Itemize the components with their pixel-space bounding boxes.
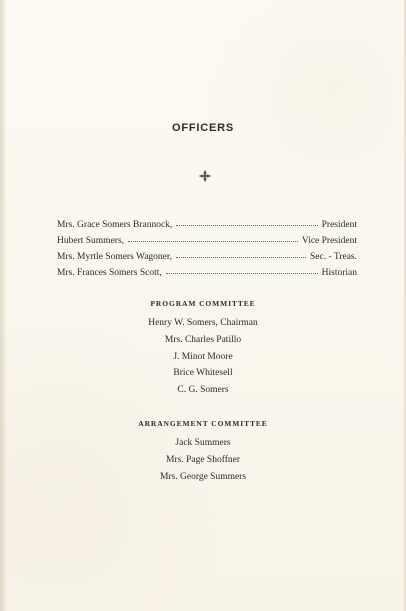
officer-row <box>57 234 357 247</box>
dotted-leader <box>128 241 298 242</box>
dotted-leader <box>176 257 306 258</box>
program-committee-member: C. G. Somers <box>177 385 229 395</box>
program-committee-member: J. Minot Moore <box>173 352 233 362</box>
officer-row <box>57 250 357 263</box>
officer-row <box>57 266 357 279</box>
officer-role: Sec. - Treas. <box>310 251 357 262</box>
officer-role: Historian <box>321 267 357 278</box>
arrangement-committee-member: Mrs. Page Shoffner <box>166 455 240 465</box>
page-title: OFFICERS <box>171 122 234 134</box>
program-committee-member: Mrs. Charles Patillo <box>164 335 242 345</box>
program-committee-heading: PROGRAM COMMITTEE <box>150 299 256 308</box>
program-committee-member: Henry W. Somers, Chairman <box>148 318 258 328</box>
fleur-ornament-icon <box>198 169 212 183</box>
officer-name: Mrs. Frances Somers Scott, <box>57 267 162 278</box>
officer-role: Vice President <box>301 235 357 246</box>
dotted-leader <box>166 273 318 274</box>
officer-name: Hubert Summers, <box>57 235 125 246</box>
officer-name: Mrs. Grace Somers Brannock, <box>57 219 173 230</box>
arrangement-committee-member: Mrs. George Summers <box>159 472 247 482</box>
program-committee-member: Brice Whitesell <box>173 368 233 378</box>
arrangement-committee-heading: ARRANGEMENT COMMITTEE <box>138 419 268 428</box>
dotted-leader <box>176 225 317 226</box>
arrangement-committee-member: Jack Summers <box>175 438 231 448</box>
officer-row <box>57 218 357 231</box>
officer-role: President <box>321 219 357 230</box>
officer-name: Mrs. Myrtle Somers Wagoner, <box>57 251 173 262</box>
